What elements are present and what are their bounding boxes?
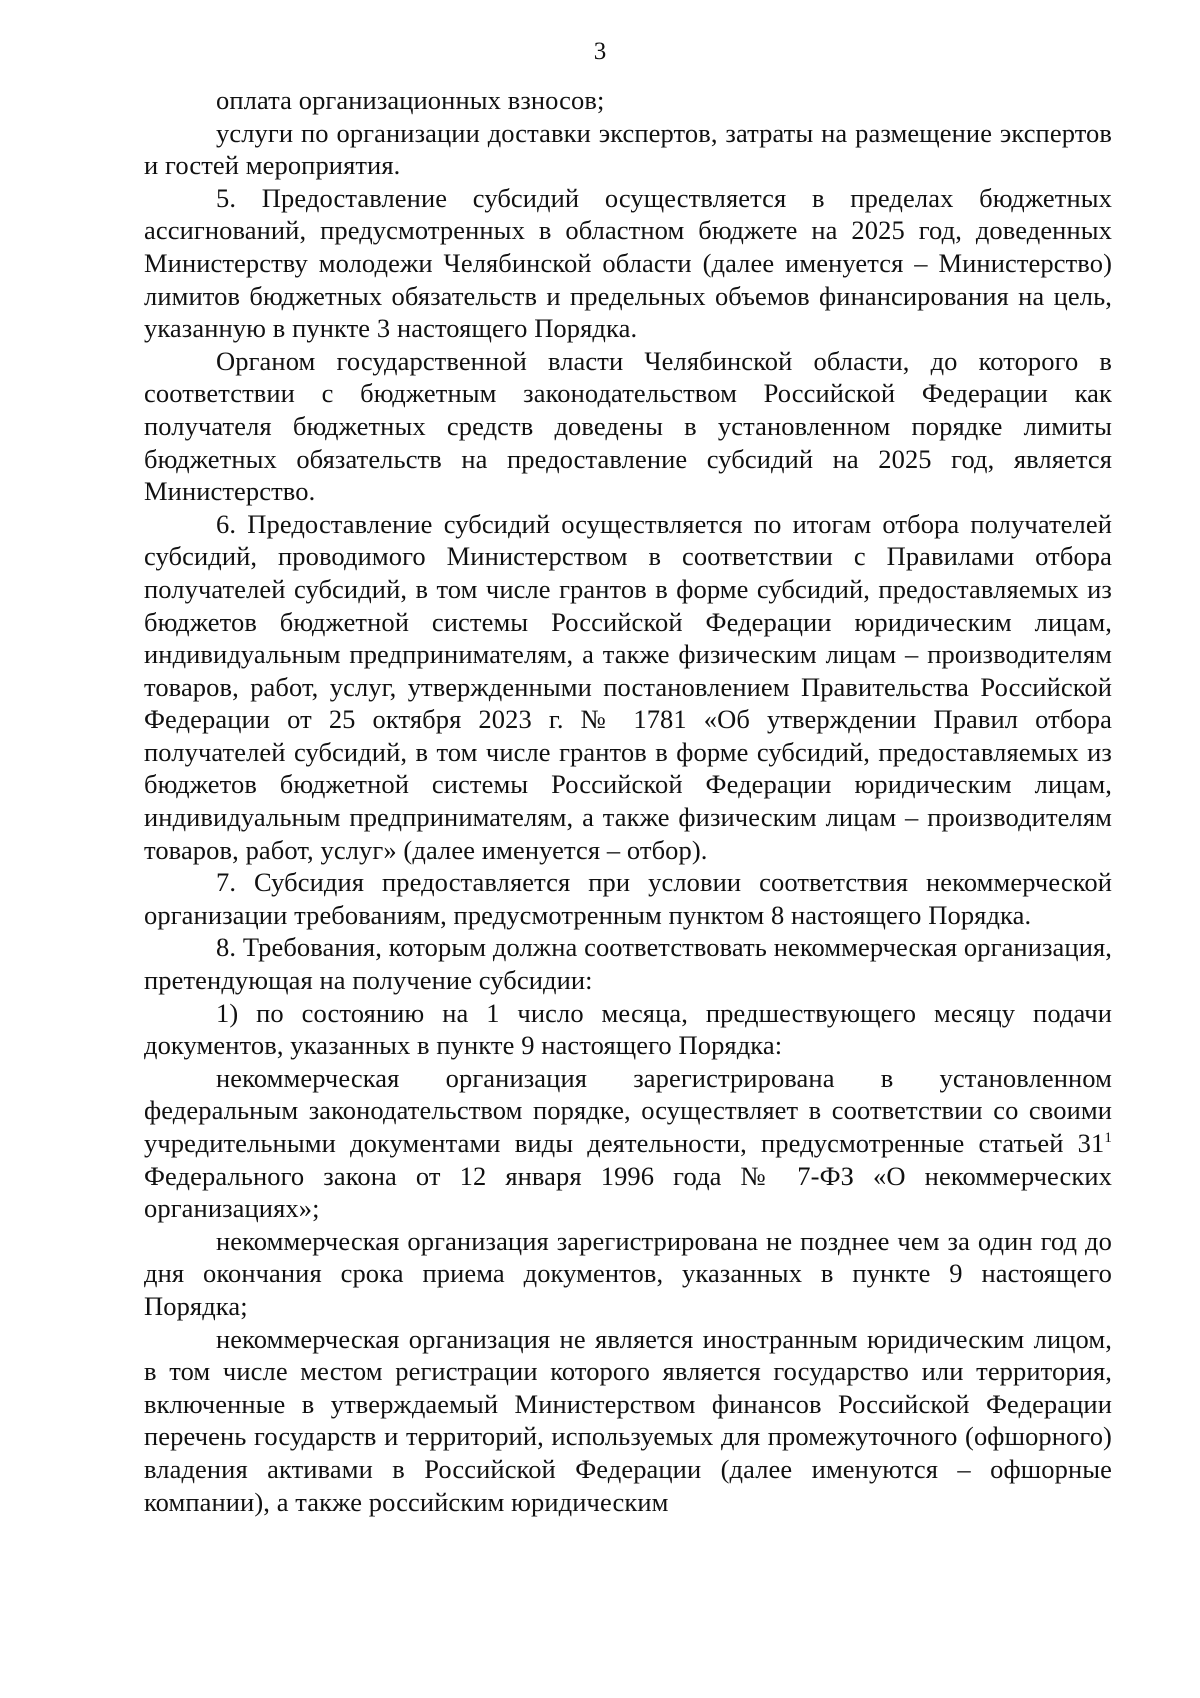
- paragraph-authority: Органом государственной власти Челябинской области, до которого в соответствии с бюджетным законодательством Российской Федерации как получателя бюджетных средств доведены в установленном порядке лимиты бюджетных обязательств на предоставление субсидий на 2025 год, является Министерство.: [144, 345, 1112, 507]
- paragraph-registration-term: некоммерческая организация зарегистрирована не позднее чем за один год до дня окончания срока приема документов, указанных в пункте 9 настоящего Порядка;: [144, 1225, 1112, 1321]
- registration-text-end: Федерального закона от 12 января 1996 года № 7-ФЗ «О некоммерческих организациях»;: [144, 1160, 1112, 1224]
- paragraph-foreign-entity: некоммерческая организация не является иностранным юридическим лицом, в том числе местом регистрации которого является государство или территория, включенные в утверждаемый Министерством финансов Российской Федерации перечень государств и территорий, используемых для промежуточного (офшорного) владения активами в Российской Федерации (далее именуются – офшорные компании), а также российским юридическим: [144, 1323, 1112, 1517]
- article-superscript: 1: [1104, 1130, 1112, 1147]
- registration-text-start: некоммерческая организация зарегистрирована в установленном федеральным законодательством порядке, осуществляет в соответствии со своими учредительными документами виды деятельности, предусмотренные статьей 31: [144, 1062, 1112, 1158]
- paragraph-item-7: 7. Субсидия предоставляется при условии соответствия некоммерческой организации требованиям, предусмотренным пунктом 8 настоящего Порядка.: [144, 867, 1112, 930]
- paragraph-item-6: 6. Предоставление субсидий осуществляется по итогам отбора получателей субсидий, проводимого Министерством в соответствии с Правилами отбора получателей субсидий, в том числе грантов в форме субсидий, предоставляемых из бюджетов бюджетной системы Российской Федерации юридическим лицам, индивидуальным предпринимателям, а также физическим лицам – производителям товаров, работ, услуг, утвержденными постановлением Правительства Российской Федерации от 25 октября 2023 г. № 1781 «Об утверждении Правил отбора получателей субсидий, в том числе грантов в форме субсидий, предоставляемых из бюджетов бюджетной системы Российской Федерации юридическим лицам, индивидуальным предпринимателям, а также физическим лицам – производителям товаров, работ, услуг» (далее именуется – отбор).: [144, 508, 1112, 865]
- document-body: [144, 84, 1112, 1518]
- paragraph-registration: [144, 1062, 1112, 1225]
- paragraph-item-8: 8. Требования, которым должна соответствовать некоммерческая организация, претендующая на получение субсидии:: [144, 932, 1112, 996]
- page-number: 3: [593, 38, 607, 65]
- paragraph-expert-services: услуги по организации доставки экспертов, затраты на размещение экспертов и гостей мероприятия.: [144, 117, 1112, 181]
- paragraph-item-5: 5. Предоставление субсидий осуществляется в пределах бюджетных ассигнований, предусмотренных в областном бюджете на 2025 год, доведенных Министерству молодежи Челябинской области (далее именуется – Министерство) лимитов бюджетных обязательств и предельных объемов финансирования на цель, указанную в пункте 3 настоящего Порядка.: [144, 182, 1112, 344]
- paragraph-fees: оплата организационных взносов;: [216, 85, 605, 115]
- paragraph-subitem-1: 1) по состоянию на 1 число месяца, предшествующего месяцу подачи документов, указанных в пункте 9 настоящего Порядка:: [144, 997, 1112, 1061]
